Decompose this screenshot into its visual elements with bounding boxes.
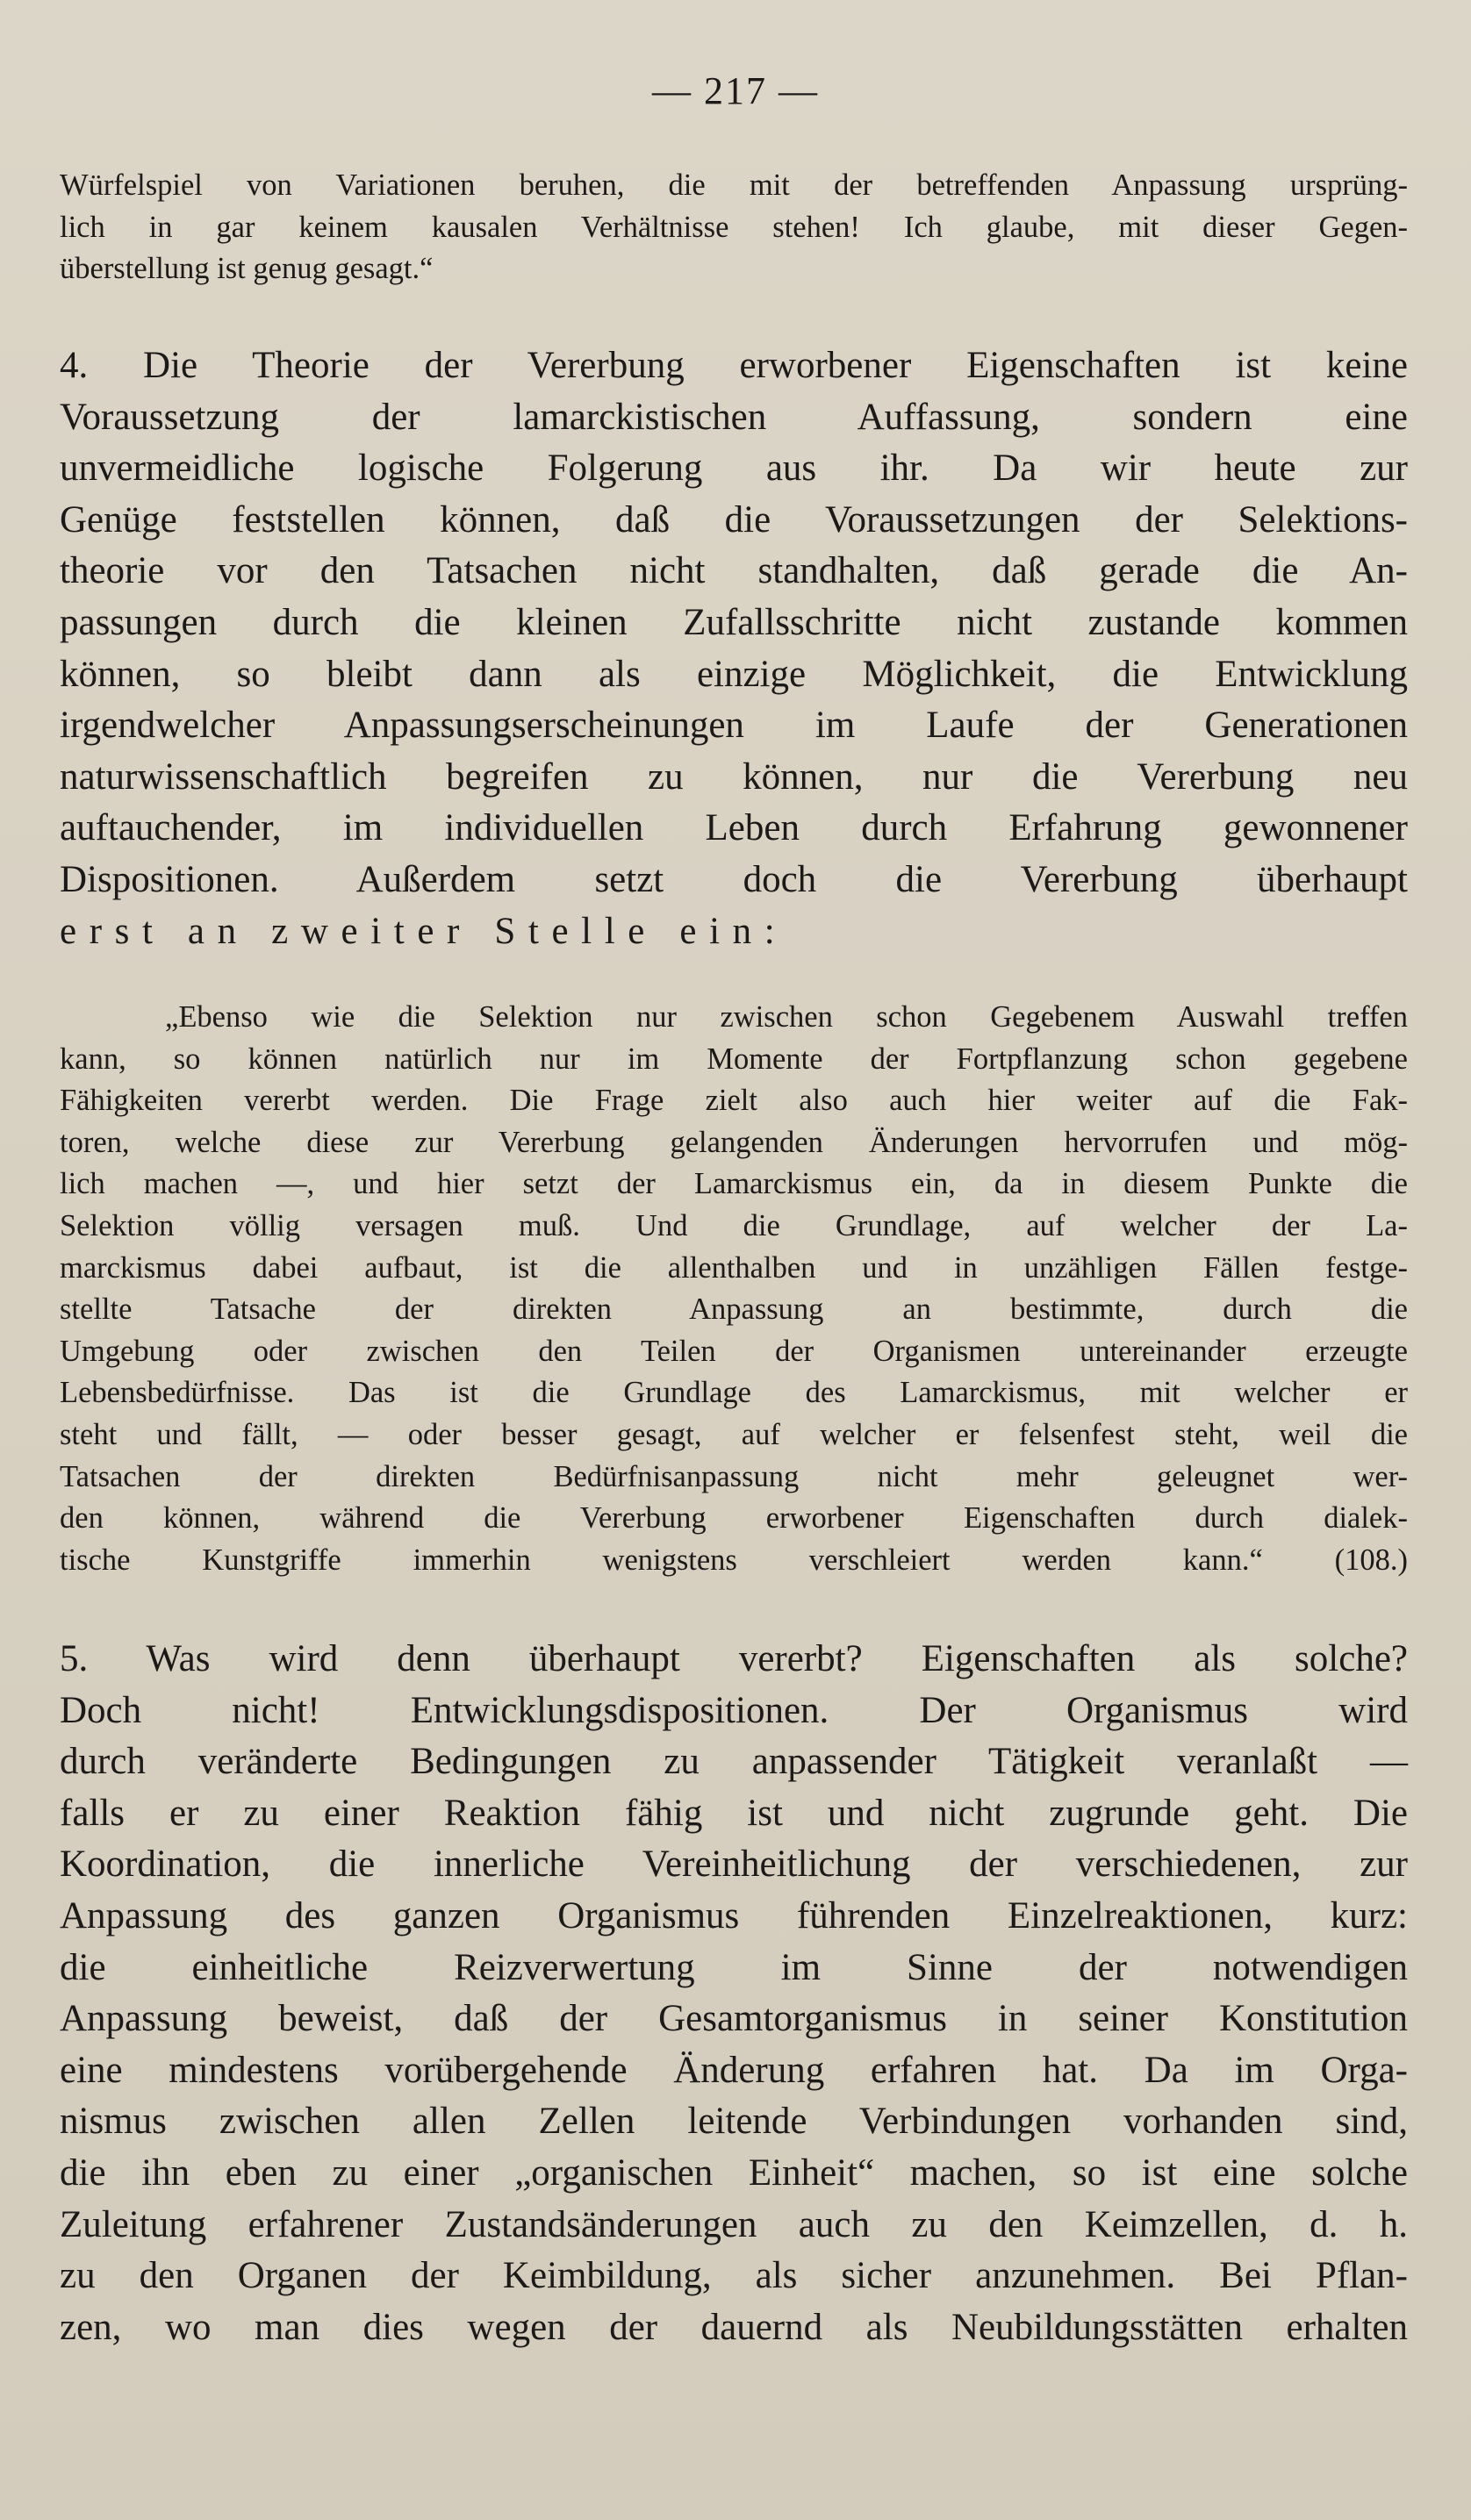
text-line: 4. Die Theorie der Vererbung erworbener Eigenschaften ist keine [60, 345, 1408, 386]
text-line: lich machen —, und hier setzt der Lamarckismus ein, da in diesem Punkte die [60, 1167, 1408, 1201]
text-line: durch veränderte Bedingungen zu anpassender Tätigkeit veranlaßt — [60, 1741, 1408, 1783]
text-line: Koordination, die innerliche Vereinheitlichung der verschiedenen, zur [60, 1843, 1408, 1886]
text-line: Fähigkeiten vererbt werden. Die Frage zielt also auch hier weiter auf die Fak- [60, 1084, 1408, 1118]
text-line: irgendwelcher Anpassungserscheinungen im Laufe der Generationen [60, 705, 1408, 747]
text-line: kann, so können natürlich nur im Momente der Fortpflanzung schon gegebene [60, 1042, 1408, 1076]
text-line: erst an zweiter Stelle ein: [60, 910, 788, 952]
text-line: Tatsachen der direkten Bedürfnisanpassung nicht mehr geleugnet wer- [60, 1459, 1408, 1493]
paragraph-4 [60, 340, 1408, 957]
text-line: tische Kunstgriffe immerhin wenigstens verschleiert werden kann.“ (108.) [60, 1543, 1408, 1577]
text-line: marckismus dabei aufbaut, ist die allenthalben und in unzähligen Fällen festge- [60, 1250, 1408, 1285]
text-line: passungen durch die kleinen Zufallsschritte nicht zustande kommen [60, 601, 1408, 643]
text-line: Genüge feststellen können, daß die Voraussetzungen der Selektions- [60, 498, 1408, 541]
text-line: Anpassung des ganzen Organismus führenden Einzelreaktionen, kurz: [60, 1894, 1408, 1937]
text-line: Würfelspiel von Variationen beruhen, die mit der betreffenden Anpassung ursprüng- [60, 168, 1408, 202]
text-line: Anpassung beweist, daß der Gesamtorganismus in seiner Konstitution [60, 1998, 1408, 2040]
text-line: auftauchender, im individuellen Leben durch Erfahrung gewonnener [60, 807, 1408, 849]
text-line: Lebensbedürfnisse. Das ist die Grundlage des Lamarckismus, mit welcher er [60, 1376, 1408, 1410]
text-line: unvermeidliche logische Folgerung aus ihr. Da wir heute zur [60, 447, 1408, 490]
text-line: Selektion völlig versagen muß. Und die Grundlage, auf welcher der La- [60, 1208, 1408, 1242]
page-number: — 217 — [652, 69, 819, 112]
text-line: theorie vor den Tatsachen nicht standhalten, daß gerade die An- [60, 550, 1408, 592]
text-line: den können, während die Vererbung erworbener Eigenschaften durch dialek- [60, 1501, 1408, 1536]
text-line: Umgebung oder zwischen den Teilen der Organismen untereinander erzeugte [60, 1334, 1408, 1368]
paragraph-5 [60, 1634, 1408, 2353]
text-line: Zuleitung erfahrener Zustandsänderungen auch zu den Keimzellen, d. h. [60, 2203, 1408, 2245]
text-line: zen, wo man dies wegen der dauernd als Neubildungsstätten erhalten [60, 2306, 1408, 2348]
text-line: falls er zu einer Reaktion fähig ist und nicht zugrunde geht. Die [60, 1792, 1408, 1834]
text-line: „Ebenso wie die Selektion nur zwischen schon Gegebenem Auswahl treffen [165, 1000, 1408, 1034]
text-line: steht und fällt, — oder besser gesagt, auf welcher er felsenfest steht, weil die [60, 1417, 1408, 1451]
text-line: eine mindestens vorübergehende Änderung erfahren hat. Da im Orga- [60, 2049, 1408, 2091]
text-line: stellte Tatsache der direkten Anpassung an bestimmte, durch die [60, 1292, 1408, 1327]
text-line: überstellung ist genug gesagt.“ [60, 252, 434, 286]
text-line: naturwissenschaftlich begreifen zu können, nur die Vererbung neu [60, 755, 1408, 798]
text-line: Dispositionen. Außerdem setzt doch die Vererbung überhaupt [60, 858, 1408, 900]
text-line: zu den Organen der Keimbildung, als sicher anzunehmen. Bei Pflan- [60, 2255, 1408, 2297]
text-line: toren, welche diese zur Vererbung gelangenden Änderungen hervorrufen und mög- [60, 1125, 1408, 1159]
quote-block [60, 997, 1408, 1581]
text-line: können, so bleibt dann als einzige Möglichkeit, die Entwicklung [60, 653, 1408, 695]
text-line: die einheitliche Reizverwertung im Sinne der notwendigen [60, 1946, 1408, 1988]
carryover-paragraph [60, 165, 1408, 290]
text-line: nismus zwischen allen Zellen leitende Verbindungen vorhanden sind, [60, 2101, 1408, 2143]
text-line: Doch nicht! Entwicklungsdispositionen. Der Organismus wird [60, 1689, 1408, 1731]
text-line: Voraussetzung der lamarckistischen Auffassung, sondern eine [60, 396, 1408, 438]
text-line: die ihn eben zu einer „organischen Einheit“ machen, so ist eine solche [60, 2151, 1408, 2194]
text-line: lich in gar keinem kausalen Verhältnisse stehen! Ich glaube, mit dieser Gegen- [60, 210, 1408, 244]
text-line: 5. Was wird denn überhaupt vererbt? Eigenschaften als solche? [60, 1638, 1408, 1679]
